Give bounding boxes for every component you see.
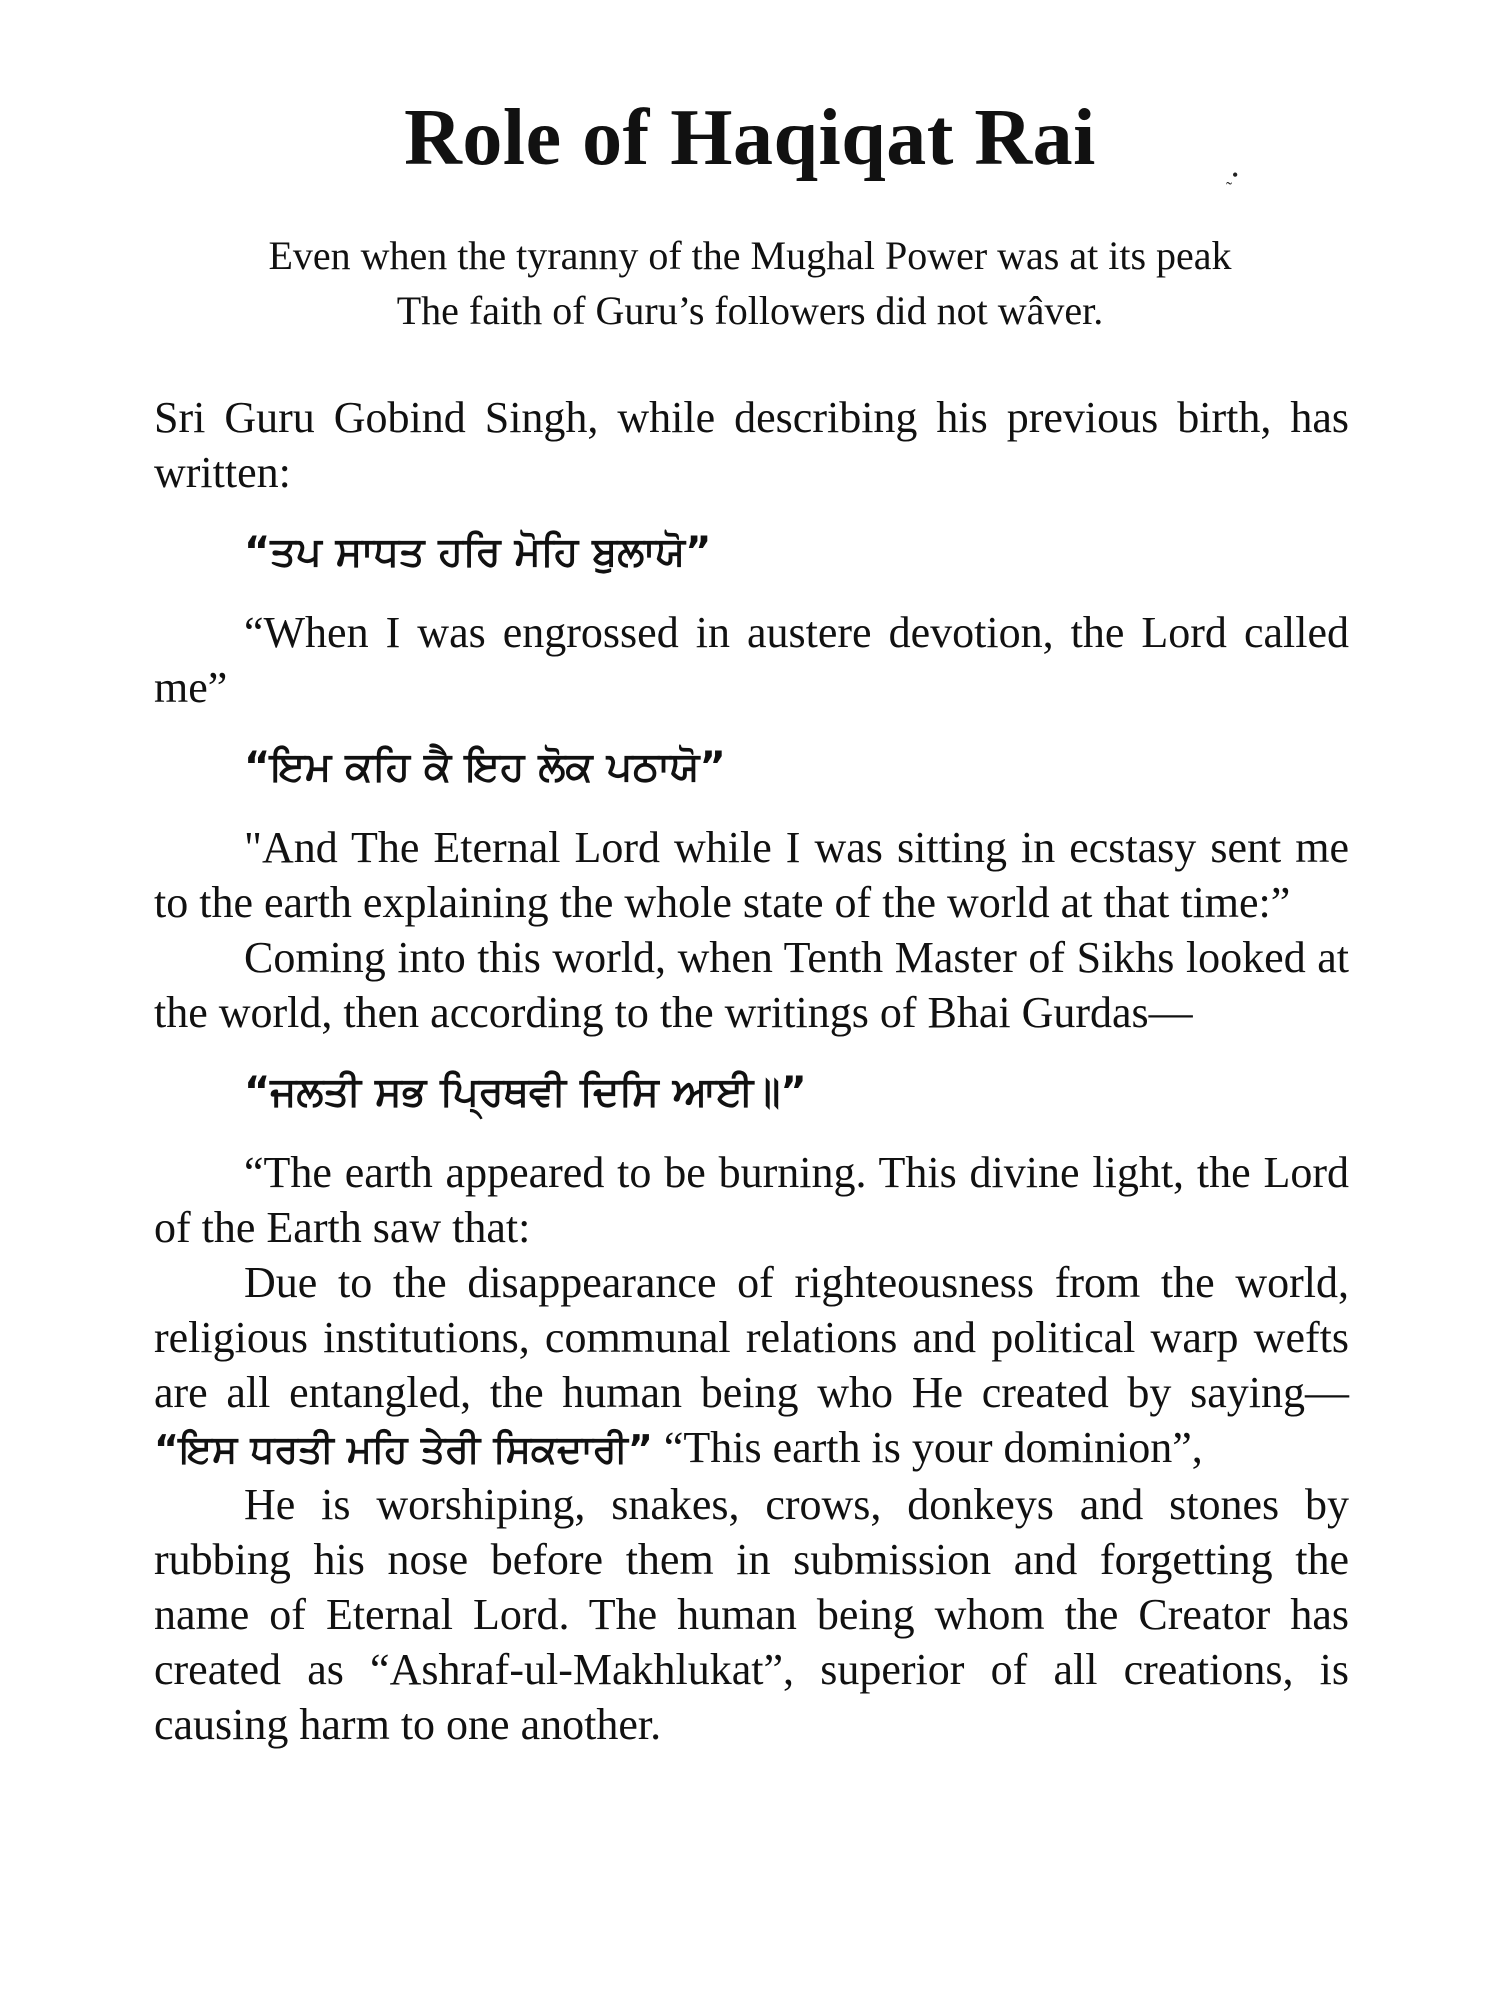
paragraph-tenth-master: Coming into this world, when Tenth Master of Sikhs looked at the world, then according to the writings of Bhai Gurdas—: [154, 933, 1349, 1037]
paragraph-translation-2: "And The Eternal Lord while I was sitting in ecstasy sent me to the earth explaining the whole state of the world at that time:”: [154, 823, 1349, 927]
gurmukhi-quote-2: “ਇਮ ਕਹਿ ਕੈ ਇਹ ਲੋਕ ਪਠਾਯੋ”: [244, 744, 726, 790]
paragraph-righteousness: [154, 1255, 1349, 1477]
paragraph-translation-1: “When I was engrossed in austere devotion, the Lord called me”: [154, 608, 1349, 712]
paragraph-earth-burning: “The earth appeared to be burning. This divine light, the Lord of the Earth saw that:: [154, 1148, 1349, 1252]
paragraph-righteousness-text: Due to the disappearance of righteousness from the world, religious institutions, communal relations and political warp wefts are all entangled, the human being who He created by saying—: [154, 1258, 1349, 1417]
gurmukhi-quote-1: “ਤਪ ਸਾਧਤ ਹਰਿ ਮੋਹਿ ਬੁਲਾਯੋ”: [244, 529, 712, 575]
epigraph-line-1: Even when the tyranny of the Mughal Power was at its peak: [268, 233, 1232, 278]
gurmukhi-inline-quote: “ਇਸ ਧਰਤੀ ਮਹਿ ਤੇਰੀ ਸਿਕਦਾਰੀ”: [154, 1427, 653, 1471]
epigraph-line-2: The faith of Guru’s followers did not wâver.: [396, 288, 1104, 333]
print-mark: ˷•: [1226, 165, 1239, 185]
paragraph-intro: Sri Guru Gobind Singh, while describing his previous birth, has written:: [154, 393, 1349, 497]
inline-quote-translation: “This earth is your dominion”,: [663, 1423, 1203, 1472]
epigraph: [0, 228, 1500, 338]
gurmukhi-quote-3: “ਜਲਤੀ ਸਭ ਪ੍ਰਿਥਵੀ ਦਿਸਿ ਆਈ॥”: [244, 1069, 807, 1115]
body-text: [154, 390, 1349, 1752]
paragraph-worshiping: He is worshiping, snakes, crows, donkeys and stones by rubbing his nose before them in submission and forgetting the name of Eternal Lord. The human being whom the Creator has created as “Ashraf-ul-Makhlukat”, superior of all creations, is causing harm to one another.: [154, 1480, 1349, 1749]
page-title: Role of Haqiqat Rai: [404, 94, 1096, 182]
